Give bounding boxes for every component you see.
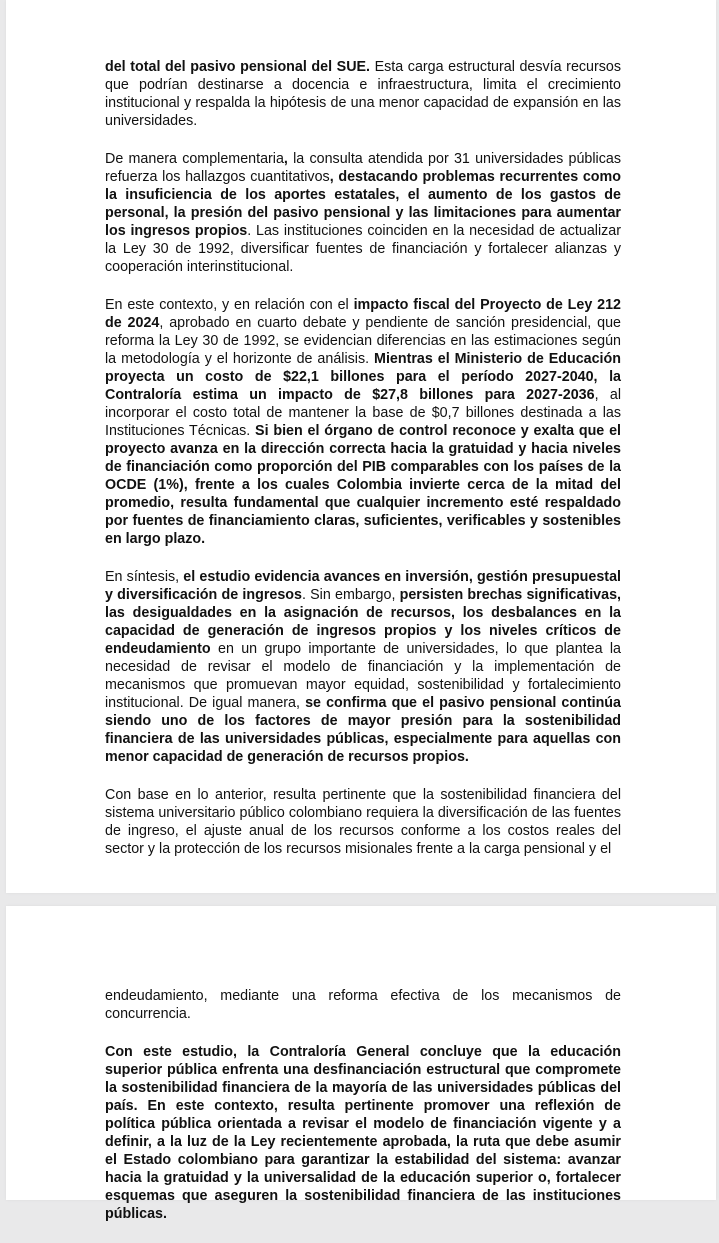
page-1-body bbox=[105, 58, 621, 878]
text-segment: persisten brechas significativas, las desigualdades en la asignación de recursos, los desbalances en la capacidad de generación de ingresos propios y los niveles críticos de endeudamiento bbox=[105, 587, 621, 657]
text-segment: , destacando problemas recurrentes como la insuficiencia de los aportes estatales, el aumento de los gastos de personal, la presión del pasivo pensional y las limitaciones para aumentar los ingresos propios bbox=[105, 169, 621, 239]
text-segment: en un grupo importante de universidades, lo que plantea la necesidad de revisar el modelo de financiación y la implementación de mecanismos que promuevan mayor equidad, sostenibilidad y fortalecimiento institucional. De igual manera, bbox=[105, 641, 621, 711]
paragraph-financial-sustainability bbox=[105, 786, 621, 858]
text-segment: En este contexto, y en relación con el bbox=[105, 297, 354, 313]
document-page-1 bbox=[6, 0, 716, 893]
text-segment: endeudamiento, mediante una reforma efectiva de los mecanismos de concurrencia. bbox=[105, 988, 621, 1022]
text-segment: , al incorporar el costo total de mantener la base de $0,7 billones destinada a las Instituciones Técnicas. bbox=[105, 387, 621, 439]
page-2-body bbox=[105, 987, 621, 1243]
paragraph-fiscal-impact bbox=[105, 296, 621, 548]
text-segment: impacto fiscal del Proyecto de Ley 212 de 2024 bbox=[105, 297, 621, 331]
paragraph-pension-liability bbox=[105, 58, 621, 130]
text-segment: se confirma que el pasivo pensional continúa siendo uno de los factores de mayor presión para la sostenibilidad financiera de las universidades públicas, especialmente para aquellas con menor capacidad de generación de recursos propios. bbox=[105, 695, 621, 765]
text-segment: . Las instituciones coinciden en la necesidad de actualizar la Ley 30 de 1992, diversificar fuentes de financiación y fortalecer alianzas y cooperación interinstitucional. bbox=[105, 223, 621, 275]
text-segment: Mientras el Ministerio de Educación proyecta un costo de $22,1 billones para el período 2027-2040, la Contraloría estima un impacto de $27,8 billones para 2027-2036 bbox=[105, 351, 621, 403]
paragraph-synthesis bbox=[105, 568, 621, 766]
text-segment: En síntesis, bbox=[105, 569, 184, 585]
paragraph-consultation bbox=[105, 150, 621, 276]
paragraph-concurrency bbox=[105, 987, 621, 1023]
text-segment: , bbox=[283, 151, 288, 167]
text-segment: , aprobado en cuarto debate y pendiente de sanción presidencial, que reforma la Ley 30 de 1992, se evidencian diferencias en las estimaciones según la metodología y el horizonte de análisis. bbox=[105, 315, 621, 367]
text-segment: Esta carga estructural desvía recursos que podrían destinarse a docencia e infraestructura, limita el crecimiento institucional y respalda la hipótesis de una menor capacidad de expansión en las universidades. bbox=[105, 59, 621, 129]
text-segment: . Sin embargo, bbox=[301, 587, 400, 603]
paragraph-conclusion bbox=[105, 1043, 621, 1223]
document-page-2 bbox=[6, 906, 716, 1222]
text-segment: Con base en lo anterior, resulta pertinente que la sostenibilidad financiera del sistema universitario público colombiano requiera la diversificación de las fuentes de ingreso, el ajuste anual de los recursos conforme a los costos reales del sector y la protección de los recursos misionales frente a la carga pensional y el bbox=[105, 787, 621, 857]
text-segment: De manera complementaria bbox=[105, 151, 284, 167]
text-segment: el estudio evidencia avances en inversión, gestión presupuestal y diversificación de ingresos bbox=[105, 569, 621, 603]
text-segment: Si bien el órgano de control reconoce y exalta que el proyecto avanza en la dirección correcta hacia la gratuidad y hacia niveles de financiación como proporción del PIB comparables con los países de la OCDE (1%), frente a los cuales Colombia invierte cerca de la mitad del promedio, resulta fundamental que cualquier incremento esté respaldado por fuentes de financiamiento claras, suficientes, verificables y sostenibles en largo plazo. bbox=[105, 423, 621, 547]
text-segment: Con este estudio, la Contraloría General concluye que la educación superior pública enfrenta una desfinanciación estructural que compromete la sostenibilidad financiera de la mayoría de las universidades públicas del país. En este contexto, resulta pertinente promover una reflexión de política pública orientada a revisar el modelo de financiación vigente y a definir, a la luz de la Ley recientemente aprobada, la ruta que debe asumir el Estado colombiano para garantizar la estabilidad del sistema: avanzar hacia la gratuidad y la universalidad de la educación superior o, fortalecer esquemas que aseguren la sostenibilidad financiera de las instituciones públicas. bbox=[105, 1044, 621, 1222]
text-segment: del total del pasivo pensional del SUE. bbox=[105, 59, 371, 75]
text-segment: la consulta atendida por 31 universidades públicas refuerza los hallazgos cuantitativos bbox=[105, 151, 621, 185]
